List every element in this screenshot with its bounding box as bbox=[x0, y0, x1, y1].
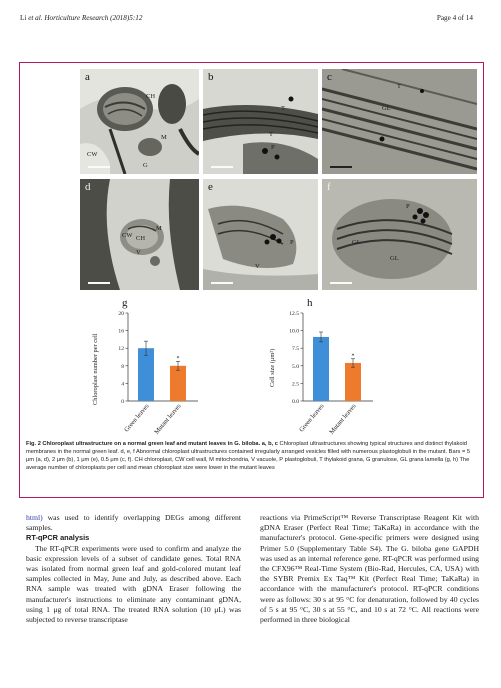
running-header-citation bbox=[20, 14, 142, 22]
y-tick-label: 8 bbox=[121, 363, 124, 370]
micrograph-e-image bbox=[203, 179, 318, 290]
y-tick-label: 20 bbox=[118, 311, 124, 317]
panel-letter-b: b bbox=[208, 71, 214, 83]
y-tick-label: 12 bbox=[118, 346, 124, 353]
y-tick-label: 2.5 bbox=[292, 381, 299, 388]
section-heading: RT-qPCR analysis bbox=[26, 533, 90, 543]
caption-title: Fig. 2 Chloroplast ultrastructure on a normal green leaf and mutant leaves in G. biloba. a, b, c bbox=[26, 441, 278, 447]
chart-g-ylabel: Chloroplast number per cell bbox=[92, 333, 99, 405]
scale-bar-c bbox=[330, 166, 352, 168]
annotation-t1: T bbox=[281, 105, 285, 112]
scale-bar-a bbox=[88, 166, 110, 168]
annotation-m: M bbox=[156, 225, 162, 232]
micrograph-panel-b bbox=[203, 69, 318, 174]
bar-green-leaves bbox=[138, 348, 154, 401]
x-category-label: Green leaves bbox=[123, 402, 151, 434]
annotation-p: P bbox=[271, 144, 275, 151]
annotation-ch: CH bbox=[146, 93, 156, 100]
x-category-label: Mutant leaves bbox=[328, 402, 358, 436]
chart-h-svg bbox=[265, 297, 415, 457]
y-tick-label: 0.0 bbox=[292, 399, 299, 405]
paragraph-intro-text: was used to identify overlapping DEGs among different samples. bbox=[26, 513, 241, 533]
y-tick-label: 10.0 bbox=[289, 328, 299, 335]
annotation-p: P bbox=[290, 239, 294, 246]
annotation-gl: GL bbox=[382, 105, 391, 112]
micrograph-panel-f bbox=[322, 179, 477, 290]
link-html[interactable]: html) bbox=[26, 513, 43, 522]
annotation-t: T bbox=[397, 83, 401, 90]
annotation-ch: CH bbox=[136, 235, 146, 242]
annotation-cw: CW bbox=[122, 232, 133, 239]
annotation-t2: T bbox=[269, 131, 273, 138]
significance-marker: * bbox=[351, 353, 355, 360]
bar-mutant-leaves bbox=[345, 363, 361, 401]
micrograph-f-image bbox=[322, 179, 477, 290]
paragraph-methods: reactions via PrimeScript™ Reverse Transcriptase Reagent Kit with gDNA Eraser (Perfect Real Time; TaKaRa) in accordance with the manufacturer's protocol. Gene-specific primers were designed using Primer 5.0 (Supplementary Table S4). The G. biloba gene GAPDH was used as an internal reference gene. RT-qPCR was performed using the CFX96™ Real-Time System (Bio-Rad, Hercules, CA, USA) with the SYBR Premix Ex Taq™ Kit (Perfect Real Time; TaKaRa) in accordance with the manufacturer's protocol. RT-qPCR conditions were as follows: 30 s at 95 °C for denaturation, followed by 40 cycles of 5 s at 95 °C, 30 s at 55 °C, and 10 s at 72 °C. All reactions were performed in three biological bbox=[260, 513, 479, 625]
micrograph-panel-c bbox=[322, 69, 477, 174]
bar-green-leaves bbox=[313, 337, 329, 401]
chart-g bbox=[90, 297, 240, 457]
annotation-gl1: GL bbox=[352, 239, 361, 246]
x-category-label: Green leaves bbox=[298, 402, 326, 434]
annotation-cw: CW bbox=[87, 151, 98, 158]
annotation-m: M bbox=[161, 134, 167, 141]
figure-2 bbox=[19, 62, 484, 498]
y-tick-label: 16 bbox=[118, 328, 124, 335]
panel-letter-d: d bbox=[85, 181, 91, 193]
panel-letter-c: c bbox=[327, 71, 332, 83]
caption-body: Chloroplast ultrastructures showing typical structures and distinct thylakoid membranes in the normal green leaf. d, e, f Abnormal chloroplast ultrastructures contained irregularly arranged vesicles filled with numerous plastoglobuli in the mutant. Bars = 5 μm (a, d), 2 μm (b), 1 μm (e), 0.5 μm (c, f). CH chloroplast, CW cell wall, M mitochondria, V vacuole, P plastoglobuli, T thylakoid grana, G granulose, GL grana lamella (g, h) The average number of chloroplasts per cell and mean chloroplast size were lower in the mutant leaves bbox=[26, 441, 471, 471]
micrograph-b-image bbox=[203, 69, 318, 174]
significance-marker: * bbox=[176, 355, 180, 362]
citation-prefix: Li bbox=[20, 14, 29, 22]
annotation-gl2: GL bbox=[390, 255, 399, 262]
chart-letter-h: h bbox=[307, 297, 313, 309]
chart-h-ylabel: Cell size (μm²) bbox=[269, 348, 276, 387]
y-tick-label: 5.0 bbox=[292, 363, 299, 370]
bar-mutant-leaves bbox=[170, 366, 186, 401]
citation-etal: et al. bbox=[28, 14, 43, 22]
panel-letter-e: e bbox=[208, 181, 213, 193]
scale-bar-b bbox=[211, 166, 233, 168]
scale-bar-e bbox=[211, 282, 233, 284]
paragraph-rtqpcr: The RT-qPCR experiments were used to confirm and analyze the basic expression levels of a subset of candidate genes. Total RNA was isolated from normal green leaf and gold-colored mutant leaf samples collected in May, June and July, as described above. Each RNA sample was treated with gDNA Eraser following the manufacturer's instructions to eliminate any contaminant gDNA, using 1 μg of total RNA. The treated RNA solution (10 μL) was subjected to reverse transcriptase bbox=[26, 543, 241, 625]
y-tick-label: 7.5 bbox=[292, 346, 299, 353]
y-tick-label: 4 bbox=[121, 381, 124, 388]
panel-letter-a: a bbox=[85, 71, 90, 83]
micrograph-panel-a bbox=[80, 69, 199, 174]
scale-bar-d bbox=[88, 282, 110, 284]
y-tick-label: 0 bbox=[121, 399, 124, 405]
paragraph-intro bbox=[26, 513, 241, 533]
scale-bar-f bbox=[330, 282, 352, 284]
figure-caption bbox=[26, 441, 478, 473]
citation-journal: Horticulture Research (2018)5:12 bbox=[42, 14, 143, 22]
annotation-v: V bbox=[136, 249, 141, 256]
chart-g-svg bbox=[90, 297, 240, 457]
panel-letter-f: f bbox=[327, 181, 331, 193]
body-column-left bbox=[26, 513, 241, 625]
chart-h bbox=[265, 297, 415, 457]
y-tick-label: 12.5 bbox=[289, 311, 299, 317]
micrograph-panel-e bbox=[203, 179, 318, 290]
running-header-page: Page 4 of 14 bbox=[436, 14, 473, 22]
annotation-v: V bbox=[255, 263, 260, 270]
micrograph-panel-d bbox=[80, 179, 199, 290]
annotation-g: G bbox=[143, 162, 148, 169]
chart-letter-g: g bbox=[122, 297, 128, 309]
body-column-right bbox=[260, 513, 479, 625]
x-category-label: Mutant leaves bbox=[153, 402, 183, 436]
micrograph-a-image bbox=[80, 69, 199, 174]
annotation-p: P bbox=[406, 203, 410, 210]
